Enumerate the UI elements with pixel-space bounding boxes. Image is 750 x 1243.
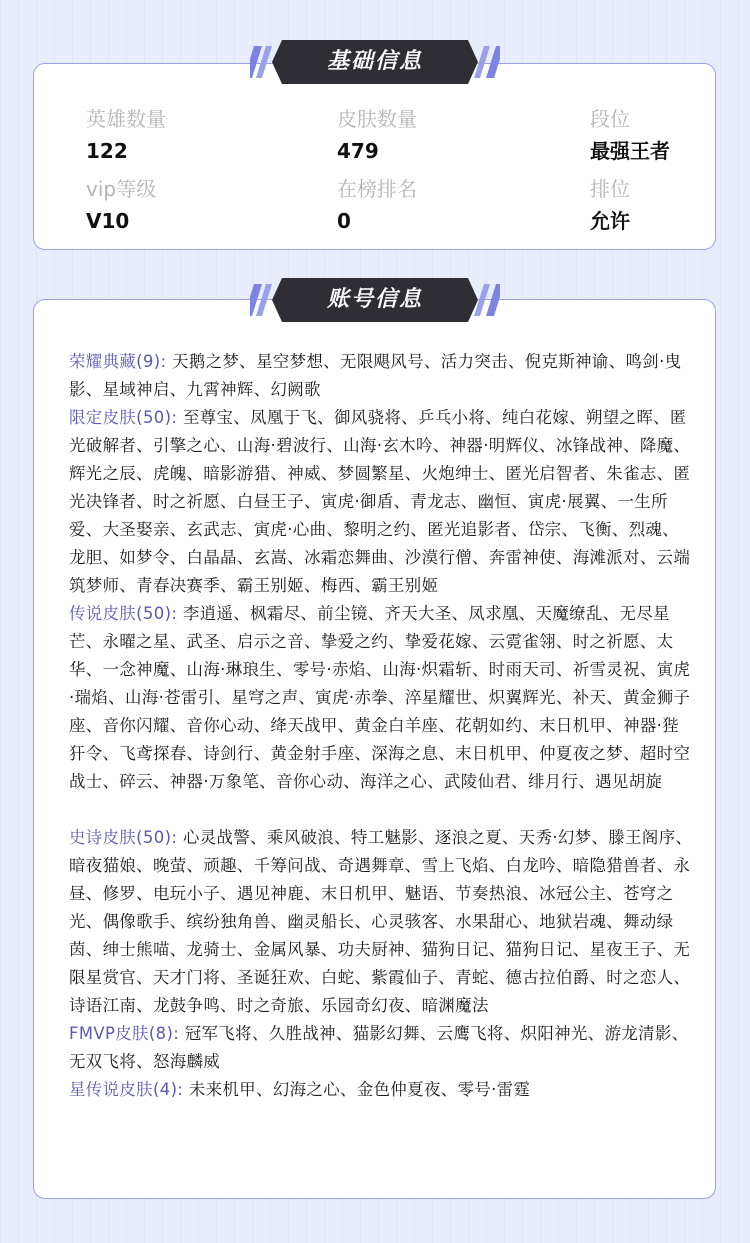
skin-section-glory — [69, 348, 694, 404]
account-info-card — [33, 299, 716, 1199]
stat-value: V10 — [86, 209, 130, 233]
section-items: 冠军飞将、久胜战神、猫影幻舞、云鹰飞将、炽阳神光、游龙清影、无双飞将、怒海麟威 — [69, 1024, 689, 1071]
stat-rank-tier — [590, 106, 670, 164]
basic-info-card — [33, 63, 716, 250]
stat-label: 段位 — [590, 107, 630, 131]
stat-value: 允许 — [590, 209, 630, 233]
stat-label: 皮肤数量 — [337, 107, 417, 131]
section-category: 荣耀典藏(9): — [69, 352, 167, 371]
section-items: 未来机甲、幻海之心、金色仲夏夜、零号·雷霆 — [188, 1080, 531, 1099]
stat-label: 在榜排名 — [337, 177, 417, 201]
section-title: 账号信息 — [326, 287, 423, 312]
stat-value: 479 — [337, 139, 379, 163]
skin-section-legend — [69, 600, 694, 796]
section-category: 限定皮肤(50): — [69, 408, 178, 427]
stat-skin-count — [337, 106, 417, 164]
stat-value: 0 — [337, 209, 351, 233]
section-items: 至尊宝、凤凰于飞、御风骁将、乒乓小将、纯白花嫁、朔望之晖、匿光破解者、引擎之心、山海·碧波行、山海·玄木吟、神器·明辉仪、冰锋战神、降魔、辉光之辰、虎魄、暗影游猎、神威、梦圆繁星、火炮绅士、匿光启智者、朱雀志、匿光决锋者、时之祈愿、白昼王子、寅虎·御盾、青龙志、幽恒、寅虎·展翼、一生所爱、大圣娶亲、玄武志、寅虎·心曲、黎明之约、匿光追影者、岱宗、飞衡、烈魂、龙胆、如梦令、白晶晶、玄嵩、冰霜恋舞曲、沙漠行僧、奔雷神使、海滩派对、云端筑梦师、青春决赛季、霸王别姬、梅西、霸王别姬 — [69, 408, 691, 595]
stat-label: 英雄数量 — [86, 107, 166, 131]
section-items: 天鹅之梦、星空梦想、无限飓风号、活力突击、倪克斯神谕、鸣剑·曳影、星域神启、九霄神辉、幻阙歌 — [69, 352, 682, 399]
skin-section-epic — [69, 824, 694, 1020]
skin-list — [69, 348, 694, 1104]
section-category: 传说皮肤(50): — [69, 604, 178, 623]
account-info-banner — [250, 276, 500, 324]
stat-vip-level — [86, 176, 156, 234]
basic-info-banner — [250, 38, 500, 86]
stat-hero-count — [86, 106, 166, 164]
stat-value: 最强王者 — [590, 139, 670, 163]
stat-label: 排位 — [590, 177, 630, 201]
skin-section-star-legend — [69, 1076, 694, 1104]
section-title: 基础信息 — [326, 49, 423, 74]
stat-label: vip等级 — [86, 177, 157, 201]
section-items: 心灵战警、乘风破浪、特工魅影、逐浪之夏、天秀·幻梦、滕王阁序、暗夜猫娘、晚萤、顽趣、千筹问战、奇遇舞章、雪上飞焰、白龙吟、暗隐猎兽者、永昼、修罗、电玩小子、遇见神鹿、末日机甲、魅语、节奏热浪、冰冠公主、苍穹之光、偶像歌手、缤纷独角兽、幽灵船长、心灵骇客、水果甜心、地狱岩魂、舞动绿茵、绅士熊喵、龙骑士、金属风暴、功夫厨神、猫狗日记、猫狗日记、星夜王子、无限星赏官、天才门将、圣诞狂欢、白蛇、紫霞仙子、青蛇、德古拉伯爵、时之恋人、诗语江南、龙鼓争鸣、时之奇旅、乐园奇幻夜、暗渊魔法 — [69, 828, 693, 1015]
section-category: 史诗皮肤(50): — [69, 828, 178, 847]
stat-leaderboard-rank — [337, 176, 417, 234]
stat-ranked-allowed — [590, 176, 630, 234]
skin-section-fmvp — [69, 1020, 694, 1076]
spacer — [69, 796, 694, 824]
stat-value: 122 — [86, 139, 128, 163]
section-category: FMVP皮肤(8): — [69, 1024, 180, 1043]
skin-section-limited — [69, 404, 694, 600]
section-category: 星传说皮肤(4): — [69, 1080, 184, 1099]
section-items: 李逍遥、枫霜尽、前尘镜、齐天大圣、凤求凰、天魔缭乱、无尽星芒、永曜之星、武圣、启示之音、挚爱之约、挚爱花嫁、云霓雀翎、时之祈愿、太华、一念神魔、山海·琳琅生、零号·赤焰、山海·炽霜斩、时雨天司、祈雪灵祝、寅虎·瑞焰、山海·苍雷引、星穹之声、寅虎·赤拳、淬星耀世、炽翼辉光、补天、黄金狮子座、音你闪耀、音你心动、绛天战甲、黄金白羊座、花朝如约、末日机甲、神器·狴犴令、飞鸢探春、诗剑行、黄金射手座、深海之息、末日机甲、仲夏夜之梦、超时空战士、碎云、神器·万象笔、音你心动、海洋之心、武陵仙君、绯月行、遇见胡旋 — [69, 604, 691, 791]
